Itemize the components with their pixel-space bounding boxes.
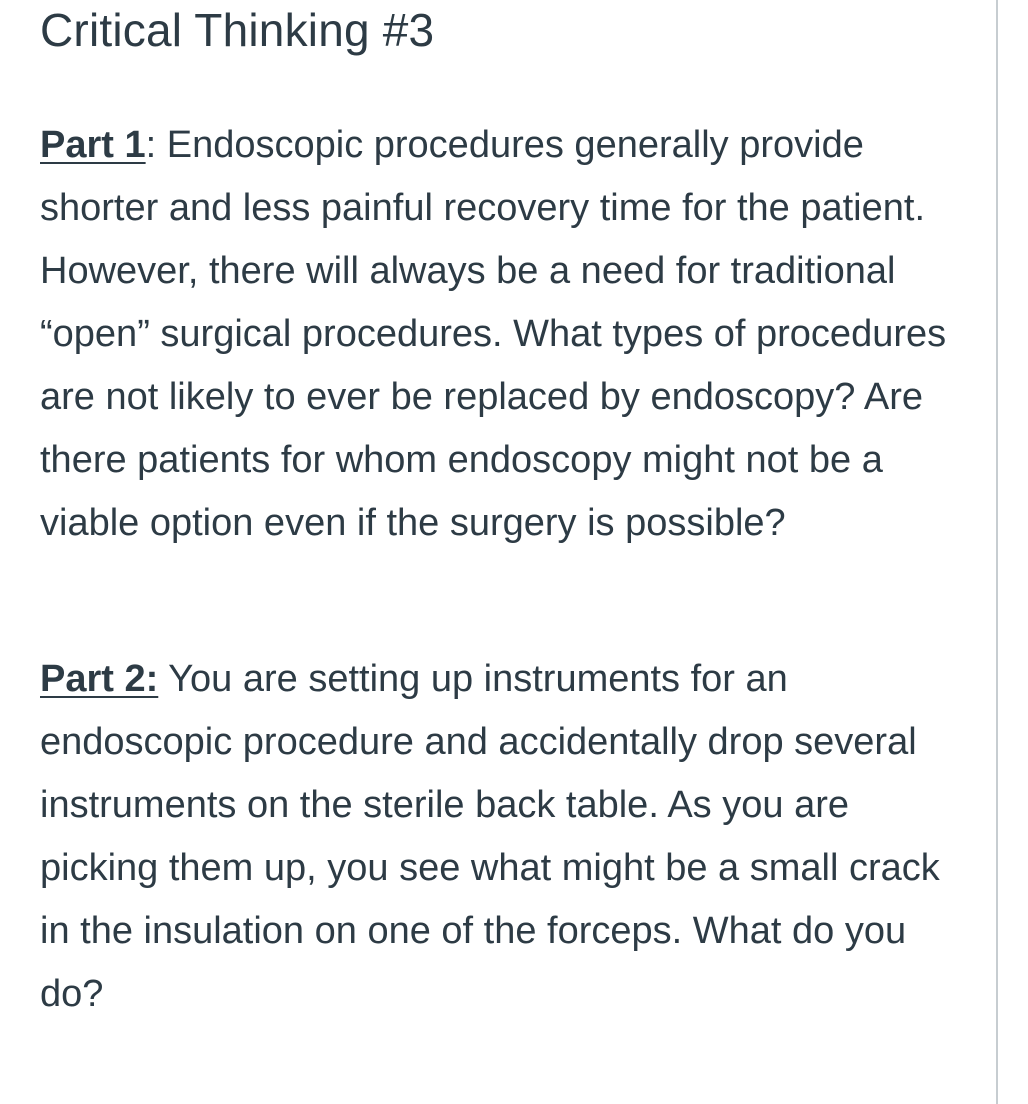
document-content xyxy=(40,0,970,1015)
part-1-paragraph xyxy=(40,114,970,555)
part-1-separator: : xyxy=(145,124,167,166)
part-1-text: Endoscopic procedures generally provide shorter and less painful recovery time for the patient. However, there will always be a need for traditional “open” surgical procedures. What types of procedures are not likely to ever be replaced by endoscopy? Are there patients for whom endoscopy might not be a viable option even if the surgery is possible? xyxy=(40,124,947,544)
part-1-label: Part 1 xyxy=(40,124,146,166)
part-2-label: Part 2: xyxy=(40,658,159,700)
part-2-separator xyxy=(158,658,168,700)
page-title: Critical Thinking #3 xyxy=(40,4,435,56)
content-right-border xyxy=(996,0,998,1104)
part-2-paragraph xyxy=(40,648,970,1026)
part-2-text: You are setting up instruments for an endoscopic procedure and accidentally drop several instruments on the sterile back table. As you are picking them up, you see what might be a small crack in the insulation on one of the forceps. What do you do? xyxy=(40,658,940,1015)
